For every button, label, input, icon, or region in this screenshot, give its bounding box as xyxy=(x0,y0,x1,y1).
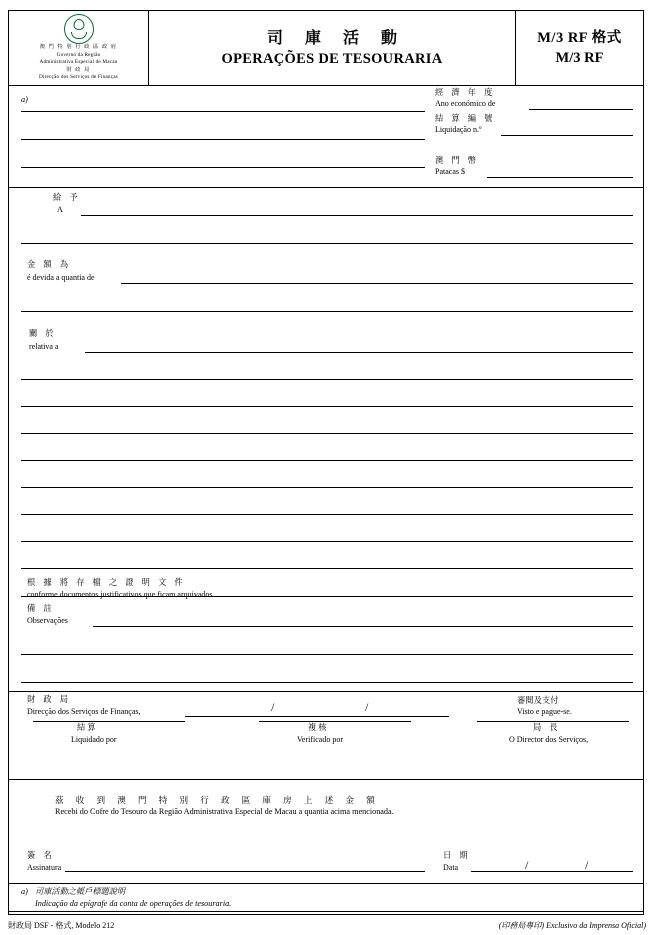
label-receipt-cn: 茲 收 到 澳 門 特 別 行 政 區 庫 房 上 述 金 額 xyxy=(55,795,380,805)
divider-block-a xyxy=(9,187,643,188)
form-title-pt: OPERAÇÕES DE TESOURARIA xyxy=(221,50,443,67)
label-relative-pt: relativa a xyxy=(29,342,59,351)
label-economic-year-cn: 經 濟 年 度 xyxy=(435,88,496,97)
label-to-cn: 給 予 xyxy=(53,193,81,202)
label-amount-pt: é devida a quantia de xyxy=(27,273,95,282)
form-code-cell xyxy=(515,11,643,85)
field-amount-words-line-2[interactable] xyxy=(21,311,633,312)
field-relative-line-9[interactable] xyxy=(21,568,633,569)
footer-right-cn: (印務局專印) xyxy=(498,921,545,930)
receipt-date-separator-1: / xyxy=(525,858,529,872)
label-receipt-date-pt: Data xyxy=(443,863,459,872)
label-director-cn: 局 長 xyxy=(533,723,561,732)
field-epigraph-line-3[interactable] xyxy=(21,167,425,168)
logo-line-pt1: Governo da Região xyxy=(56,51,101,58)
divider-observations xyxy=(9,691,643,692)
label-settlement-cn: 結 算 編 號 xyxy=(435,114,496,123)
divider-footnote xyxy=(9,883,643,884)
label-liquidated-pt: Liquidado por xyxy=(71,735,117,744)
label-dsf-cn: 財 政 局 xyxy=(27,695,72,704)
label-signature-cn: 簽 名 xyxy=(27,851,55,860)
divider-footnote-bottom xyxy=(9,911,643,912)
label-receipt-pt: Recebi do Cofre do Tesouro da Região Administrativa Especial de Macau a quantia acima mencionada. xyxy=(55,807,394,816)
field-relative-line-7[interactable] xyxy=(21,514,633,515)
footer-right xyxy=(499,920,646,931)
field-receipt-date[interactable] xyxy=(471,871,633,872)
field-receipt-signature[interactable] xyxy=(65,871,425,872)
dsf-date-separator-1: / xyxy=(271,700,275,714)
label-settlement-pt: Liquidação n.º xyxy=(435,125,482,134)
field-director-signature[interactable] xyxy=(477,721,629,722)
field-relative-line-3[interactable] xyxy=(21,406,633,407)
label-observations-pt: Observações xyxy=(27,616,68,625)
field-economic-year[interactable] xyxy=(529,109,633,110)
label-docs-pt: conforme documentos justificativos que ficam arquivados. xyxy=(27,590,215,599)
field-observations-line-2[interactable] xyxy=(21,654,633,655)
field-observations-line-3[interactable] xyxy=(21,682,633,683)
label-economic-year-pt: Ano económico de xyxy=(435,99,496,108)
form-code-cn: M/3 RF 格式 xyxy=(537,30,622,46)
field-settlement-number[interactable] xyxy=(501,135,633,136)
label-verified-pt: Verificado por xyxy=(297,735,343,744)
field-amount-words-line-1[interactable] xyxy=(121,283,633,284)
label-currency-cn: 澳 門 幣 xyxy=(435,156,480,165)
label-liquidated-cn: 結算 xyxy=(77,723,98,732)
logo-line-cn2: 財 政 局 xyxy=(66,66,91,73)
field-relative-line-4[interactable] xyxy=(21,433,633,434)
field-relative-line-6[interactable] xyxy=(21,487,633,488)
field-docs-line[interactable] xyxy=(21,596,633,597)
field-dsf-date[interactable] xyxy=(185,716,449,717)
field-relative-line-2[interactable] xyxy=(21,379,633,380)
footer-right-pt: Exclusivo da Imprensa Oficial) xyxy=(546,921,646,930)
label-signature-pt: Assinatura xyxy=(27,863,62,872)
logo-line-pt2: Administrativa Especial de Macau xyxy=(39,59,118,65)
label-relative-cn: 關 於 xyxy=(29,329,57,338)
field-epigraph-line-1[interactable] xyxy=(21,111,425,112)
form-title-cn: 司 庫 活 動 xyxy=(266,29,406,47)
label-verified-cn: 複核 xyxy=(308,723,329,732)
label-receipt-date-cn: 日 期 xyxy=(443,851,471,860)
label-amount-cn: 金 額 為 xyxy=(27,260,72,269)
footnote-pt: Indicação da epígrafe da conta de operações de tesouraria. xyxy=(35,899,232,908)
field-relative-line-5[interactable] xyxy=(21,460,633,461)
footer-left: 財政局 DSF - 格式, Modelo 212 xyxy=(8,921,115,930)
field-observations-line-1[interactable] xyxy=(93,626,633,627)
macau-sar-emblem-icon xyxy=(64,14,94,44)
field-to-line-1[interactable] xyxy=(81,215,633,216)
label-director-pt: O Director dos Serviços, xyxy=(509,735,589,744)
label-docs-cn: 根 據 將 存 檔 之 證 明 文 件 xyxy=(27,578,186,587)
footnote-cn: 司庫活動之帳戶標題說明 xyxy=(35,887,126,896)
field-liquidated-signature[interactable] xyxy=(33,721,185,722)
logo-line-pt3: Direcção dos Serviços de Finanças xyxy=(39,74,118,80)
field-relative-line-1[interactable] xyxy=(85,352,633,353)
divider-receipt xyxy=(9,779,643,780)
form-frame xyxy=(8,10,644,915)
field-to-line-2[interactable] xyxy=(21,243,633,244)
label-visto-cn: 審閱及支付 xyxy=(517,696,559,705)
receipt-date-separator-2: / xyxy=(585,858,589,872)
footnote-marker: a) xyxy=(21,887,28,896)
form-header xyxy=(9,11,643,85)
divider-header xyxy=(9,85,643,86)
title-cell xyxy=(149,11,515,85)
field-epigraph-line-2[interactable] xyxy=(21,139,425,140)
dsf-date-separator-2: / xyxy=(365,700,369,714)
label-to-pt: A xyxy=(57,205,63,214)
block-a-marker: a) xyxy=(21,95,28,104)
logo-line-cn1: 澳 門 特 別 行 政 區 政 府 xyxy=(39,44,118,50)
logo-cell xyxy=(9,11,149,85)
label-visto-pt: Visto e pague‑se. xyxy=(517,707,572,716)
form-code-pt: M/3 RF xyxy=(555,50,604,66)
label-dsf-pt: Direcção dos Serviços de Finanças, xyxy=(27,707,141,716)
field-relative-line-8[interactable] xyxy=(21,541,633,542)
label-observations-cn: 備 註 xyxy=(27,604,55,613)
field-amount-patacas[interactable] xyxy=(487,177,633,178)
field-verified-signature[interactable] xyxy=(259,721,411,722)
label-currency-pt: Patacas $ xyxy=(435,167,465,176)
